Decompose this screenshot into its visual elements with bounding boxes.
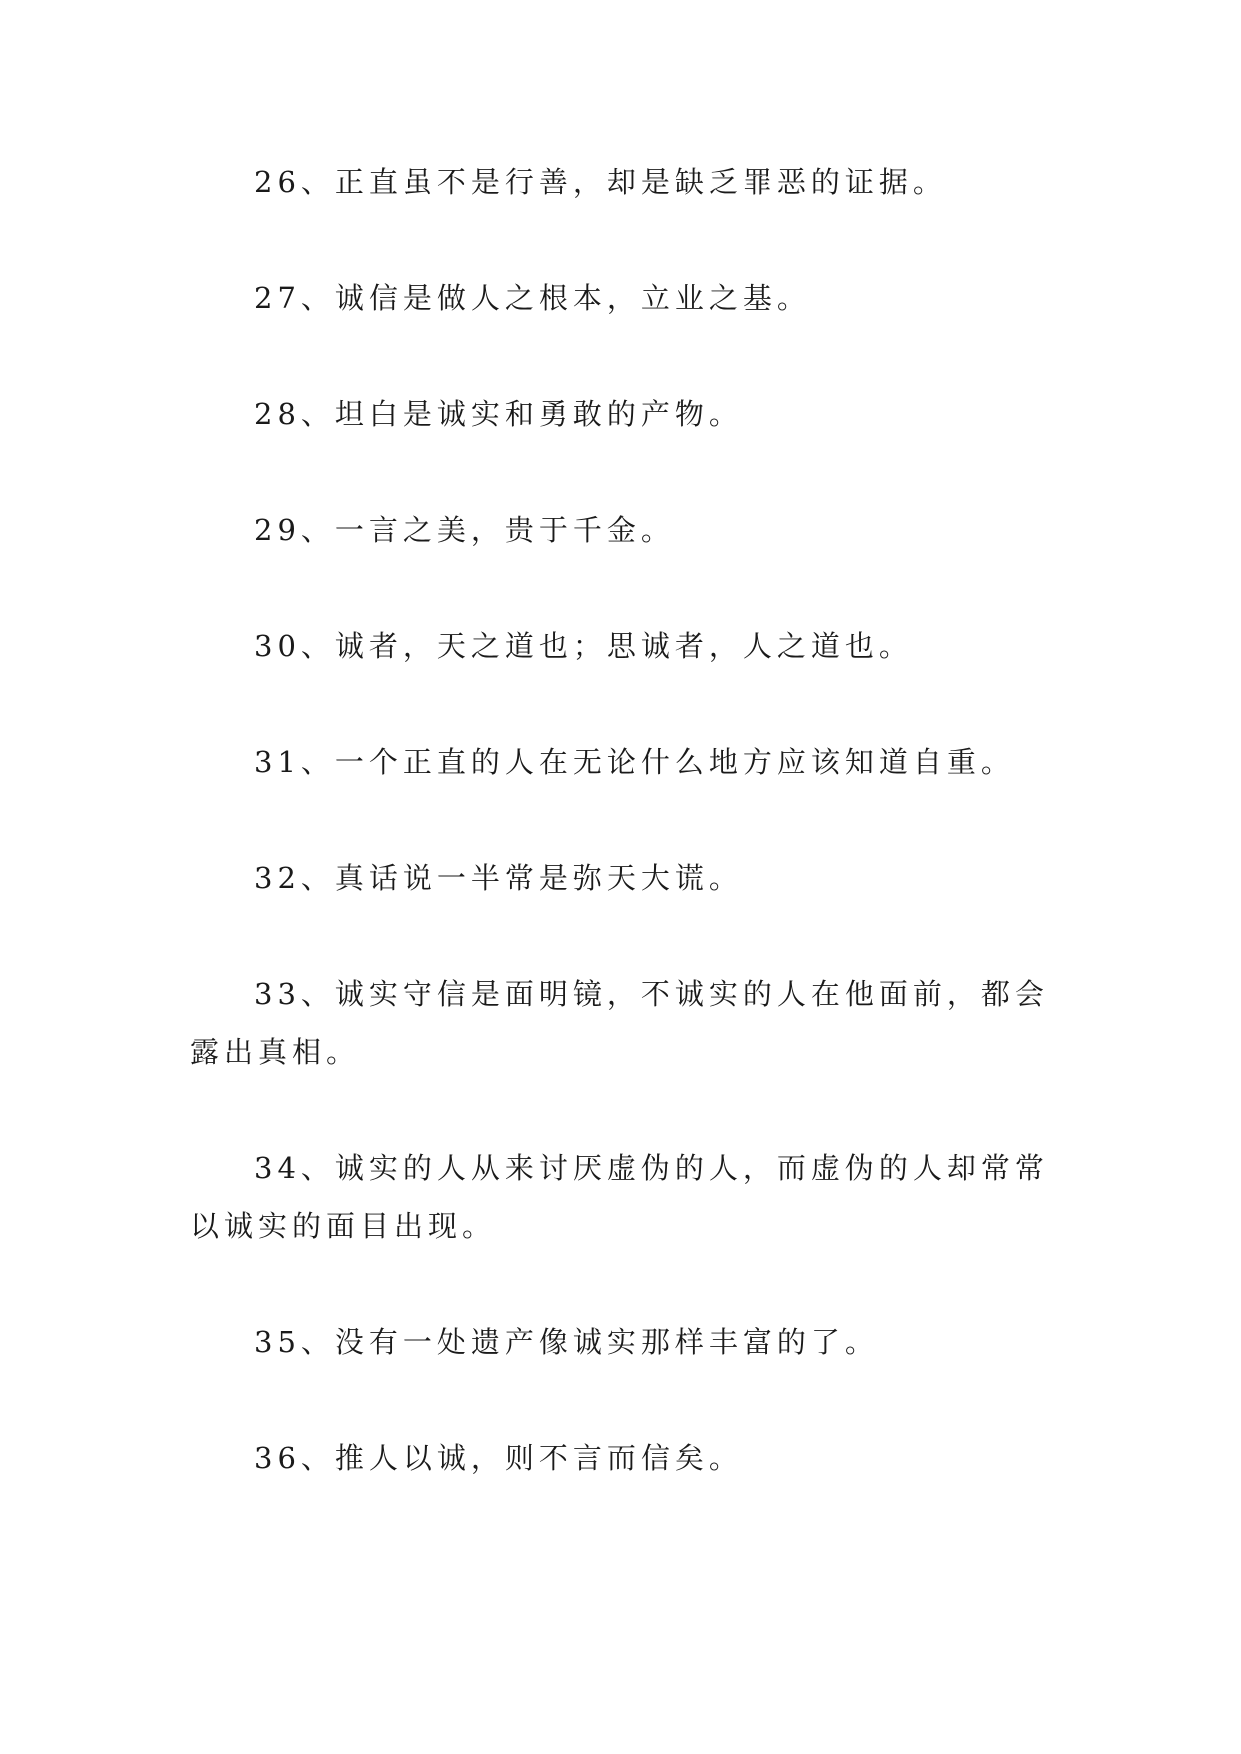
quote-paragraph-36: 36、推人以诚，则不言而信矣。 bbox=[254, 1441, 743, 1475]
quote-paragraph-30: 30、诚者，天之道也；思诚者，人之道也。 bbox=[254, 629, 913, 663]
quote-paragraph-31: 31、一个正直的人在无论什么地方应该知道自重。 bbox=[254, 745, 1015, 779]
quote-paragraph-28: 28、坦白是诚实和勇敢的产物。 bbox=[254, 397, 743, 431]
quote-paragraph-33: 33、诚实守信是面明镜，不诚实的人在他面前，都会露出真相。 bbox=[190, 977, 1049, 1069]
quote-paragraph-35: 35、没有一处遗产像诚实那样丰富的了。 bbox=[254, 1325, 879, 1359]
quote-paragraph-26: 26、正直虽不是行善，却是缺乏罪恶的证据。 bbox=[254, 165, 947, 199]
quote-paragraph-34: 34、诚实的人从来讨厌虚伪的人，而虚伪的人却常常以诚实的面目出现。 bbox=[190, 1151, 1049, 1243]
quote-paragraph-27: 27、诚信是做人之根本，立业之基。 bbox=[254, 281, 811, 315]
quote-list bbox=[190, 153, 1060, 1545]
quote-paragraph-29: 29、一言之美，贵于千金。 bbox=[254, 513, 675, 547]
quote-paragraph-32: 32、真话说一半常是弥天大谎。 bbox=[254, 861, 743, 895]
